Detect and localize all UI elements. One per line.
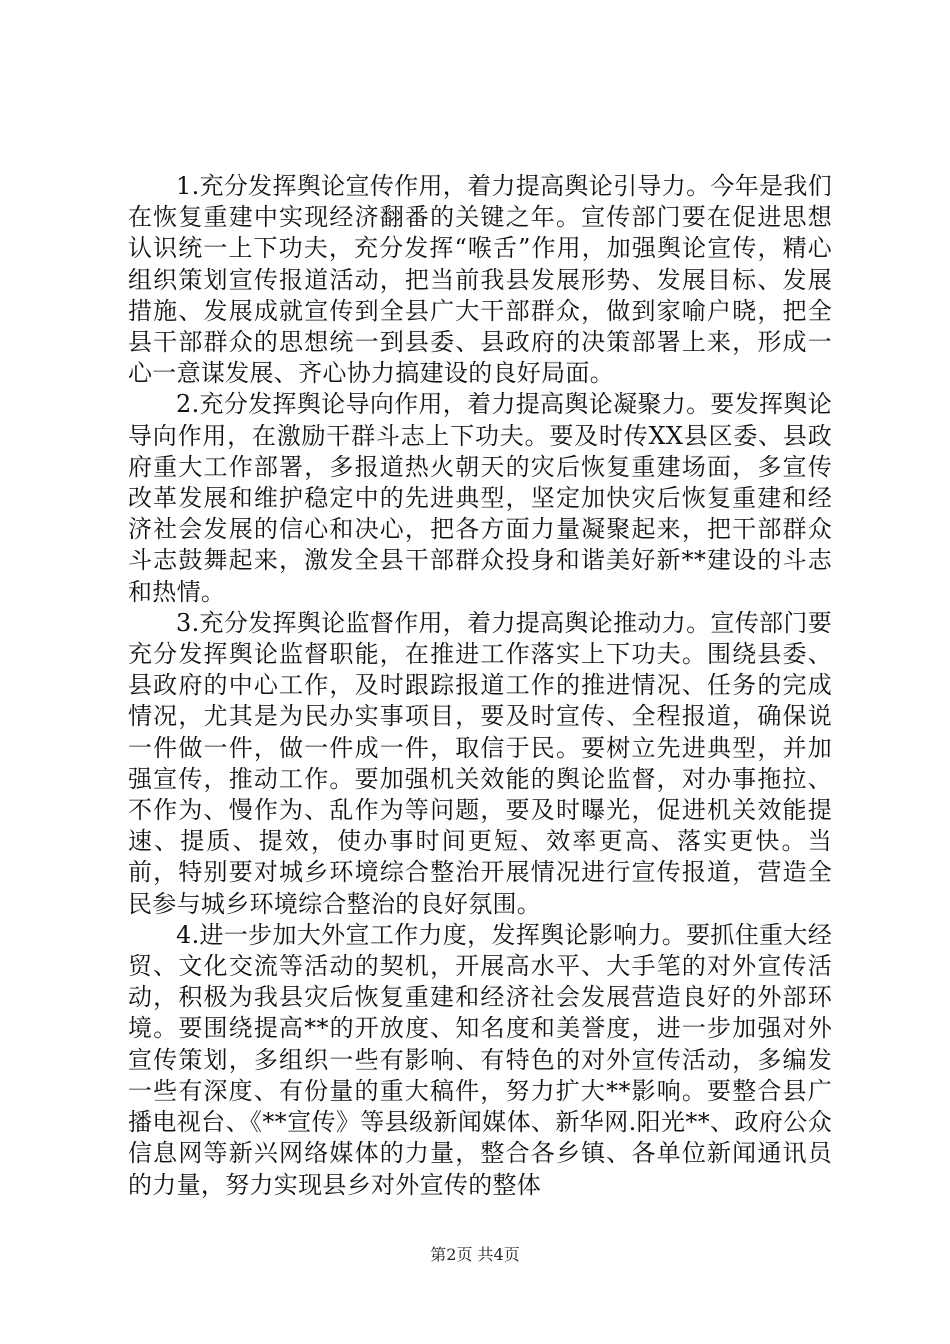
paragraph-2: 2.充分发挥舆论导向作用，着力提高舆论凝聚力。要发挥舆论导向作用，在激励干群斗志上下功夫。要及时传XX县区委、县政府重大工作部署，多报道热火朝天的灾后恢复重建场面，多宣传改革发展和维护稳定中的先进典型，坚定加快灾后恢复重建和经济社会发展的信心和决心，把各方面力量凝聚起来，把干部群众斗志鼓舞起来，激发全县干部群众投身和谐美好新**建设的斗志和热情。 xyxy=(128,390,832,606)
page-footer xyxy=(0,1245,950,1265)
page-number-indicator: 第2页 共4页 xyxy=(430,1245,520,1264)
document-body xyxy=(128,171,832,1201)
paragraph-3: 3.充分发挥舆论监督作用，着力提高舆论推动力。宣传部门要充分发挥舆论监督职能，在推进工作落实上下功夫。围绕县委、县政府的中心工作，及时跟踪报道工作的推进情况、任务的完成情况，尤其是为民办实事项目，要及时宣传、全程报道，确保说一件做一件，做一件成一件，取信于民。要树立先进典型，并加强宣传，推动工作。要加强机关效能的舆论监督，对办事拖拉、不作为、慢作为、乱作为等问题，要及时曝光，促进机关效能提速、提质、提效，使办事时间更短、效率更高、落实更快。当前，特别要对城乡环境综合整治开展情况进行宣传报道，营造全民参与城乡环境综合整治的良好氛围。 xyxy=(128,608,832,918)
paragraph-1: 1.充分发挥舆论宣传作用，着力提高舆论引导力。今年是我们在恢复重建中实现经济翻番的关键之年。宣传部门要在促进思想认识统一上下功夫，充分发挥“喉舌”作用，加强舆论宣传，精心组织策划宣传报道活动，把当前我县发展形势、发展目标、发展措施、发展成就宣传到全县广大干部群众，做到家喻户晓，把全县干部群众的思想统一到县委、县政府的决策部署上来，形成一心一意谋发展、齐心协力搞建设的良好局面。 xyxy=(128,172,832,388)
paragraph-4: 4.进一步加大外宣工作力度，发挥舆论影响力。要抓住重大经贸、文化交流等活动的契机，开展高水平、大手笔的对外宣传活动，积极为我县灾后恢复重建和经济社会发展营造良好的外部环境。要围绕提高**的开放度、知名度和美誉度，进一步加强对外宣传策划，多组织一些有影响、有特色的对外宣传活动，多编发一些有深度、有份量的重大稿件，努力扩大**影响。要整合县广播电视台、《**宣传》等县级新闻媒体、新华网.阳光**、政府公众信息网等新兴网络媒体的力量，整合各乡镇、各单位新闻通讯员的力量，努力实现县乡对外宣传的整体 xyxy=(128,920,832,1199)
